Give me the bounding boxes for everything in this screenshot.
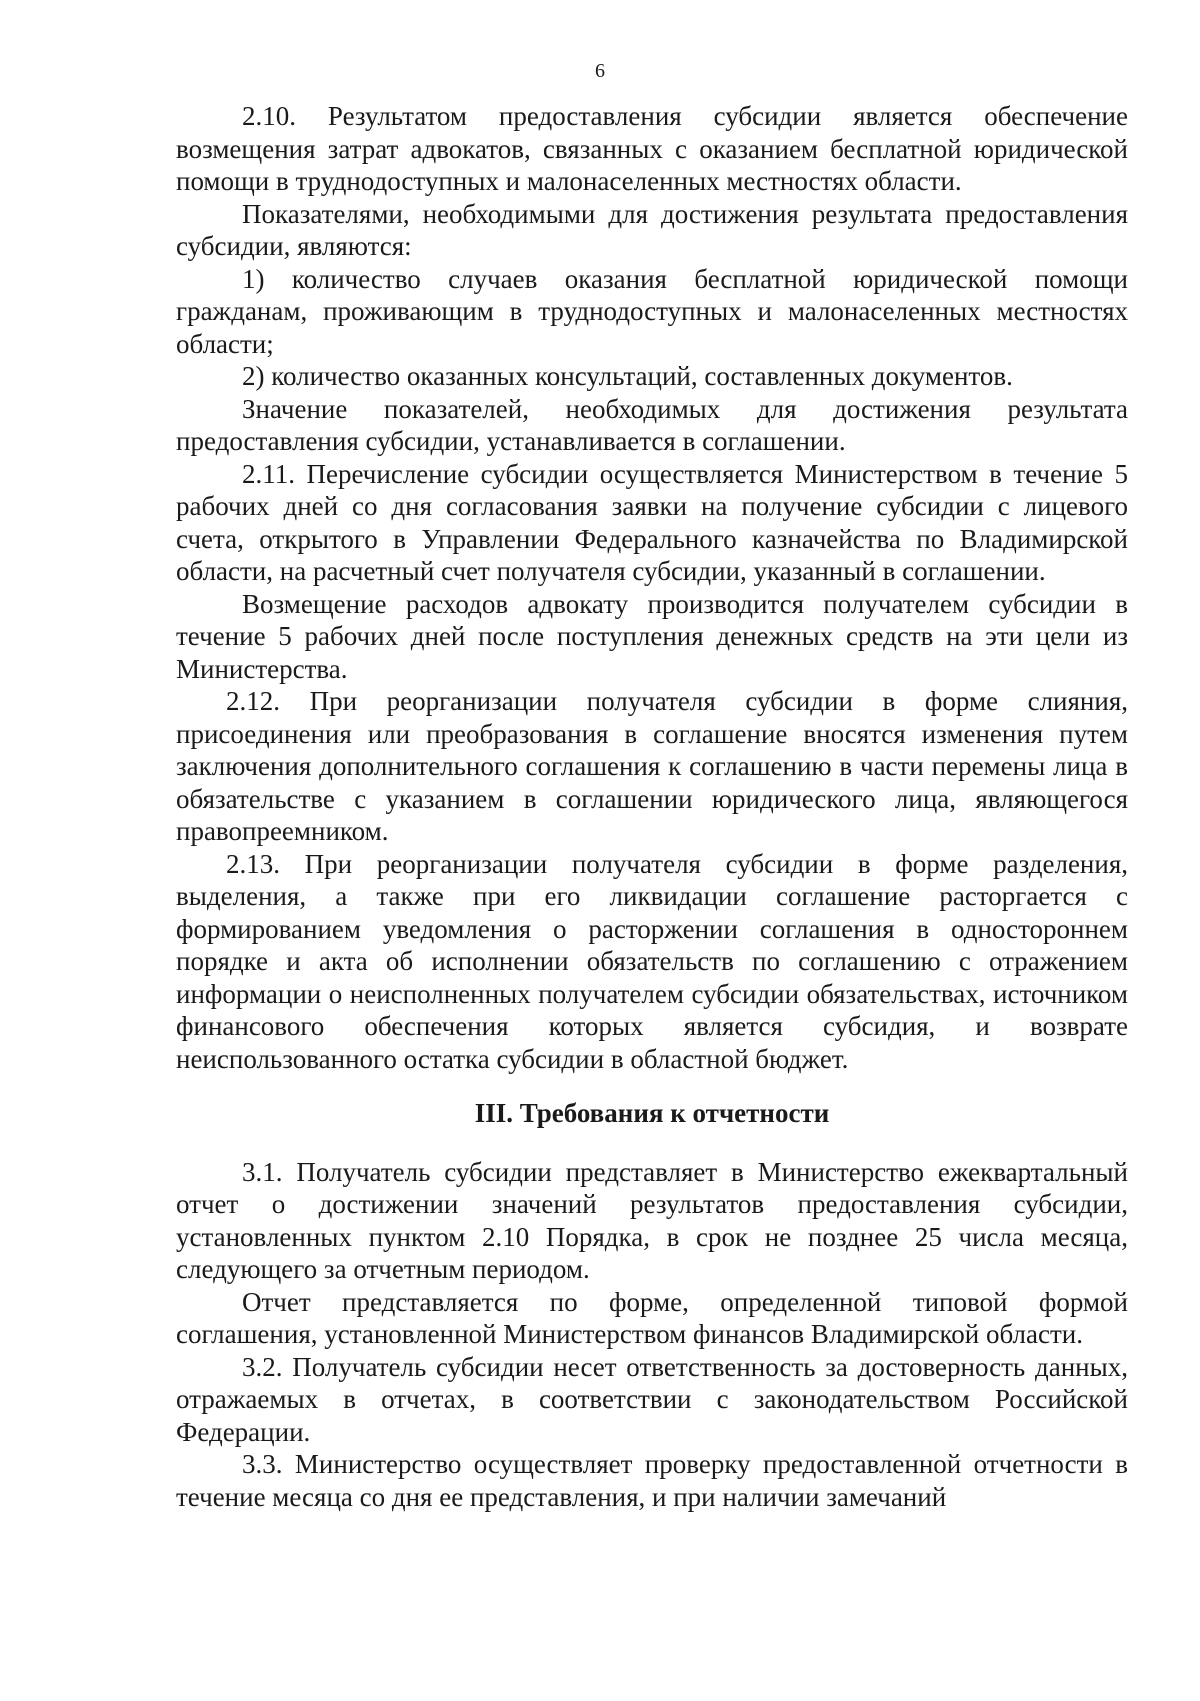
page-number: 6: [595, 60, 605, 82]
paragraph-3-3: 3.3. Министерство осуществляет проверку предоставленной отчетности в течение месяца со дня ее представления, и при наличии замечаний: [176, 1449, 1128, 1512]
paragraph-2-12: 2.12. При реорганизации получателя субсидии в форме слияния, присоединения или преобразования в соглашение вносятся изменения путем заключения дополнительного соглашения к соглашению в части перемены лица в обязательстве с указанием в соглашении юридического лица, являющегося правопреемником.: [176, 686, 1128, 846]
paragraph-indicator-1: 1) количество случаев оказания бесплатной юридической помощи гражданам, проживающим в труднодоступных и малонаселенных местностях области;: [176, 263, 1128, 359]
paragraph-2-11: 2.11. Перечисление субсидии осуществляется Министерством в течение 5 рабочих дней со дня согласования заявки на получение субсидии с лицевого счета, открытого в Управлении Федерального казначейства по Владимирской области, на расчетный счет получателя субсидии, указанный в соглашении.: [176, 458, 1128, 586]
paragraph-indicators: Показателями, необходимыми для достижения результата предоставления субсидии, являются:: [176, 198, 1128, 261]
paragraph-reimbursement: Возмещение расходов адвокату производится получателем субсидии в течение 5 рабочих дней после поступления денежных средств на эти цели из Министерства.: [176, 588, 1128, 684]
paragraph-3-2: 3.2. Получатель субсидии несет ответственность за достоверность данных, отражаемых в отчетах, в соответствии с законодательством Российской Федерации.: [176, 1351, 1128, 1447]
section-title: III. Требования к отчетности: [474, 1098, 830, 1128]
paragraph-2-10: 2.10. Результатом предоставления субсидии является обеспечение возмещения затрат адвокатов, связанных с оказанием бесплатной юридической помощи в труднодоступных и малонаселенных местностях области.: [176, 101, 1128, 196]
document-body: [176, 100, 1128, 1513]
paragraph-3-1: 3.1. Получатель субсидии представляет в Министерство ежеквартальный отчет о достижении значений результатов предоставления субсидии, установленных пунктом 2.10 Порядка, в срок не позднее 25 числа месяца, следующего за отчетным периодом.: [176, 1156, 1128, 1284]
paragraph-indicator-value: Значение показателей, необходимых для достижения результата предоставления субсидии, устанавливается в соглашении.: [176, 393, 1128, 456]
paragraph-2-13: 2.13. При реорганизации получателя субсидии в форме разделения, выделения, а также при его ликвидации соглашение расторгается с формированием уведомления о расторжении соглашения в одностороннем порядке и акта об исполнении обязательств по соглашению с отражением информации о неисполненных получателем субсидии обязательствах, источником финансового обеспечения которых является субсидия, и возврате неиспользованного остатка субсидии в областной бюджет.: [176, 848, 1128, 1074]
paragraph-report-form: Отчет представляется по форме, определенной типовой формой соглашения, установленной Министерством финансов Владимирской области.: [176, 1286, 1128, 1349]
paragraph-indicator-2: 2) количество оказанных консультаций, составленных документов.: [242, 361, 1013, 391]
